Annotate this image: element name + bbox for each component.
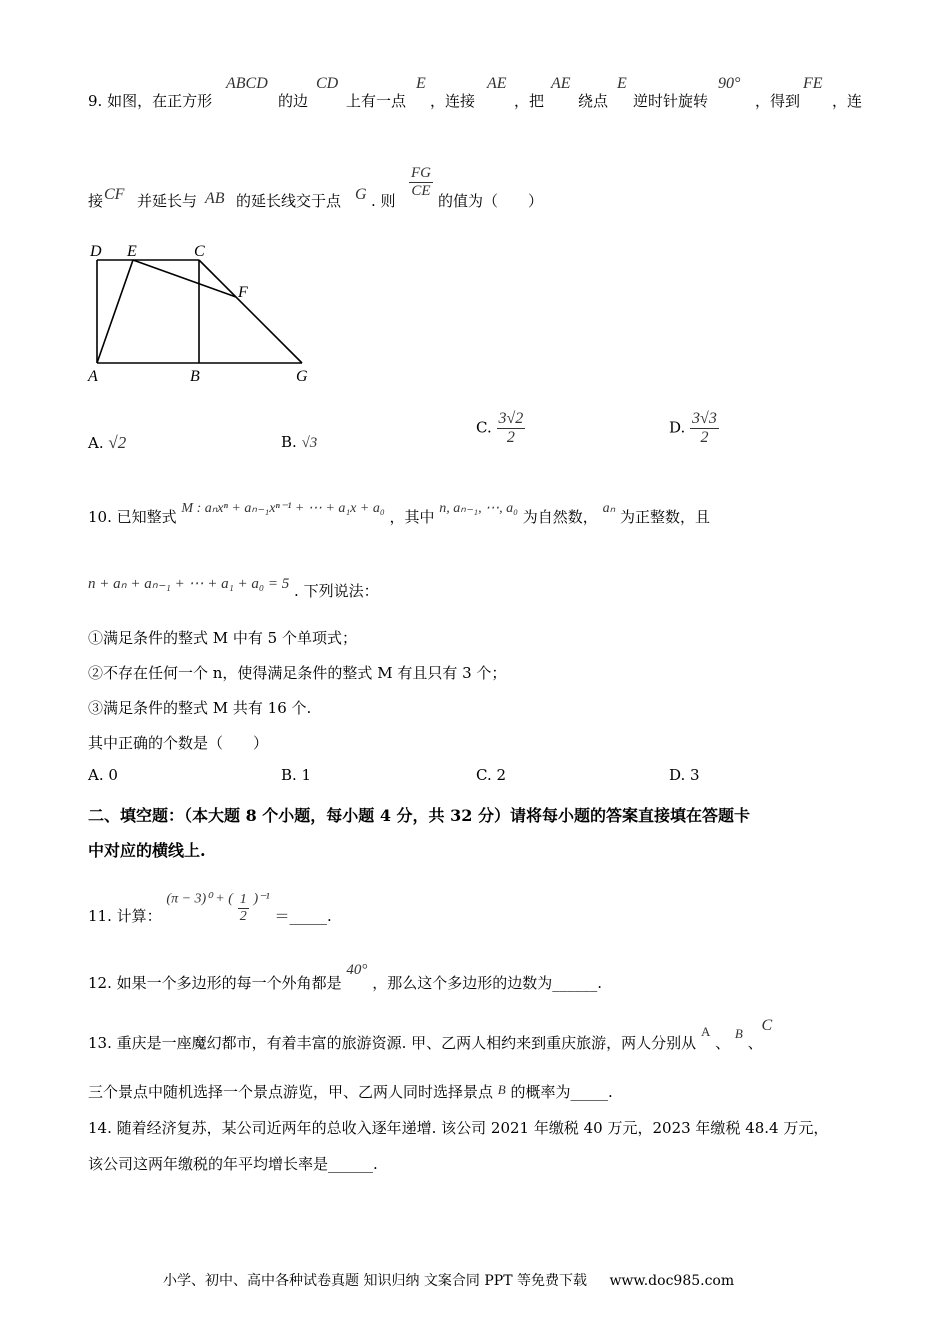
label-b: B <box>190 368 200 385</box>
geometry-figure <box>80 238 320 388</box>
text-run: 绕点 <box>578 92 609 110</box>
spot-c: C <box>761 1017 773 1034</box>
text-run: . 则 <box>371 192 396 210</box>
question-10-prompt: 其中正确的个数是（ ） <box>88 734 269 752</box>
q9-option-b: B. √3 <box>281 433 318 451</box>
text-run: 接 <box>88 192 104 210</box>
math-token: G <box>355 186 367 203</box>
polynomial-m: M : aₙxⁿ + aₙ₋₁xⁿ⁻¹ + ⋯ + a₁x + a₀ <box>181 501 385 516</box>
text-run: ，得到 <box>755 92 801 110</box>
text-run: 的值为（ ） <box>438 192 544 210</box>
text-run: 的延长线交于点 <box>236 192 342 210</box>
question-12: 12. 如果一个多边形的每一个外角都是 40° ，那么这个多边形的边数为______. <box>88 962 602 992</box>
section-2-heading-line-1: 二、填空题：（本大题 8 个小题，每小题 4 分，共 32 分）请将每小题的答案直接填在答题卡 <box>88 806 750 825</box>
statement-1: ①满足条件的整式 M 中有 5 个单项式； <box>88 629 357 647</box>
q10-option-c: C. 2 <box>476 766 507 784</box>
spot-b-inline: B <box>497 1082 506 1097</box>
text-run: 上有一点 <box>346 92 407 110</box>
label-c: C <box>194 243 205 260</box>
condition-equation: n + aₙ + aₙ₋₁ + ⋯ + a₁ + a₀ = 5 <box>88 576 290 592</box>
question-13-line-1: 13. 重庆是一座魔幻都市，有着丰富的旅游资源. 甲、乙两人相约来到重庆旅游，两人分别从 A 、 B 、 C <box>88 1017 773 1052</box>
label-f: F <box>238 284 248 301</box>
option-d-numerator: 3√3 <box>692 410 717 427</box>
question-14-line-1: 14. 随着经济复苏，某公司近两年的总收入逐年递增. 该公司 2021 年缴税 40 万元，2023 年缴税 48.4 万元， <box>88 1119 829 1137</box>
label-e: E <box>127 243 137 260</box>
footer-url[interactable]: www.doc985.com <box>609 1273 735 1289</box>
text-run: 的边 <box>278 92 309 110</box>
math-token: CD <box>316 75 339 92</box>
fraction-numerator: FG <box>411 165 431 181</box>
math-token: E <box>617 75 627 92</box>
text-run: 逆时针旋转 <box>633 92 709 110</box>
q12-angle: 40° <box>346 962 368 978</box>
footer <box>163 1270 734 1290</box>
question-14-line-2: 该公司这两年缴税的年平均增长率是______. <box>88 1155 378 1173</box>
option-c-denominator: 2 <box>506 429 515 446</box>
statement-3: ③满足条件的整式 M 共有 16 个. <box>88 699 312 717</box>
text-run: ，把 <box>514 92 545 110</box>
fraction-fg-over-ce <box>409 165 433 200</box>
question-10-intro: 10. 已知整式 M : aₙxⁿ + aₙ₋₁xⁿ⁻¹ + ⋯ + a₁x + a₀ ，其中 n, aₙ₋₁, ⋯, a₀ 为自然数， aₙ 为正整数，且 <box>88 501 710 526</box>
q9-option-d: D. $\frac{3√3}{2}$ <box>669 410 717 446</box>
fraction-denominator: CE <box>411 183 431 199</box>
math-token: AE <box>487 75 507 92</box>
segment-ae <box>97 260 133 363</box>
q11-expression: (π − 3)⁰ + ( <box>166 891 233 907</box>
question-10-condition: n + aₙ + aₙ₋₁ + ⋯ + a₁ + a₀ = 5 . 下列说法： <box>88 576 379 600</box>
text-run: 9. 如图，在正方形 <box>88 92 213 110</box>
footer-text: 小学、初中、高中各种试卷真题 知识归纳 文案合同 PPT 等免费下载 <box>163 1273 587 1289</box>
q9-option-a: A. √2 <box>88 433 127 452</box>
text-run: 并延长与 <box>137 192 198 210</box>
label-d: D <box>90 243 102 260</box>
q10-option-b: B. 1 <box>281 766 312 784</box>
q10-option-d: D. 3 <box>669 766 700 784</box>
q11-denominator: 2 <box>239 909 247 924</box>
sqrt-3: √3 <box>301 435 318 451</box>
option-c-numerator: 3√2 <box>498 410 524 427</box>
sqrt-2: √2 <box>108 433 127 452</box>
math-token: FE <box>803 75 823 92</box>
spot-a: A <box>700 1024 711 1039</box>
question-13-line-2: 三个景点中随机选择一个景点游览，甲、乙两人同时选择景点 B 的概率为_____. <box>88 1082 613 1101</box>
math-token: E <box>416 75 426 92</box>
option-d-denominator: 2 <box>700 429 709 446</box>
q10-option-a: A. 0 <box>88 766 118 784</box>
natural-vars: n, aₙ₋₁, ⋯, a₀ <box>439 501 518 516</box>
math-token: AB <box>205 190 225 207</box>
math-token: AE <box>551 75 571 92</box>
q11-numerator: 1 <box>239 892 247 907</box>
text-run: ，连接 <box>430 92 476 110</box>
question-11: 11. 计算： (π − 3)⁰ + ( $\frac{1}{2}$ )⁻¹ ＝_____. <box>88 891 332 925</box>
q11-exponent: )⁻¹ <box>253 891 270 907</box>
label-a: A <box>88 368 98 385</box>
math-token: CF <box>104 186 125 203</box>
spot-b: B <box>734 1026 743 1041</box>
section-2-heading-line-2: 中对应的横线上. <box>88 841 206 860</box>
segment-ef <box>133 260 236 297</box>
label-g: G <box>296 368 308 385</box>
segment-cg <box>199 260 302 363</box>
text-run: ，连 <box>832 92 863 110</box>
math-token: ABCD <box>226 75 268 92</box>
statement-2: ②不存在任何一个 n，使得满足条件的整式 M 有且只有 3 个； <box>88 664 507 682</box>
leading-coef: aₙ <box>602 501 616 516</box>
math-token: 90° <box>718 75 741 92</box>
q9-option-c: C. $\frac{3√2}{2}$ <box>476 410 524 446</box>
